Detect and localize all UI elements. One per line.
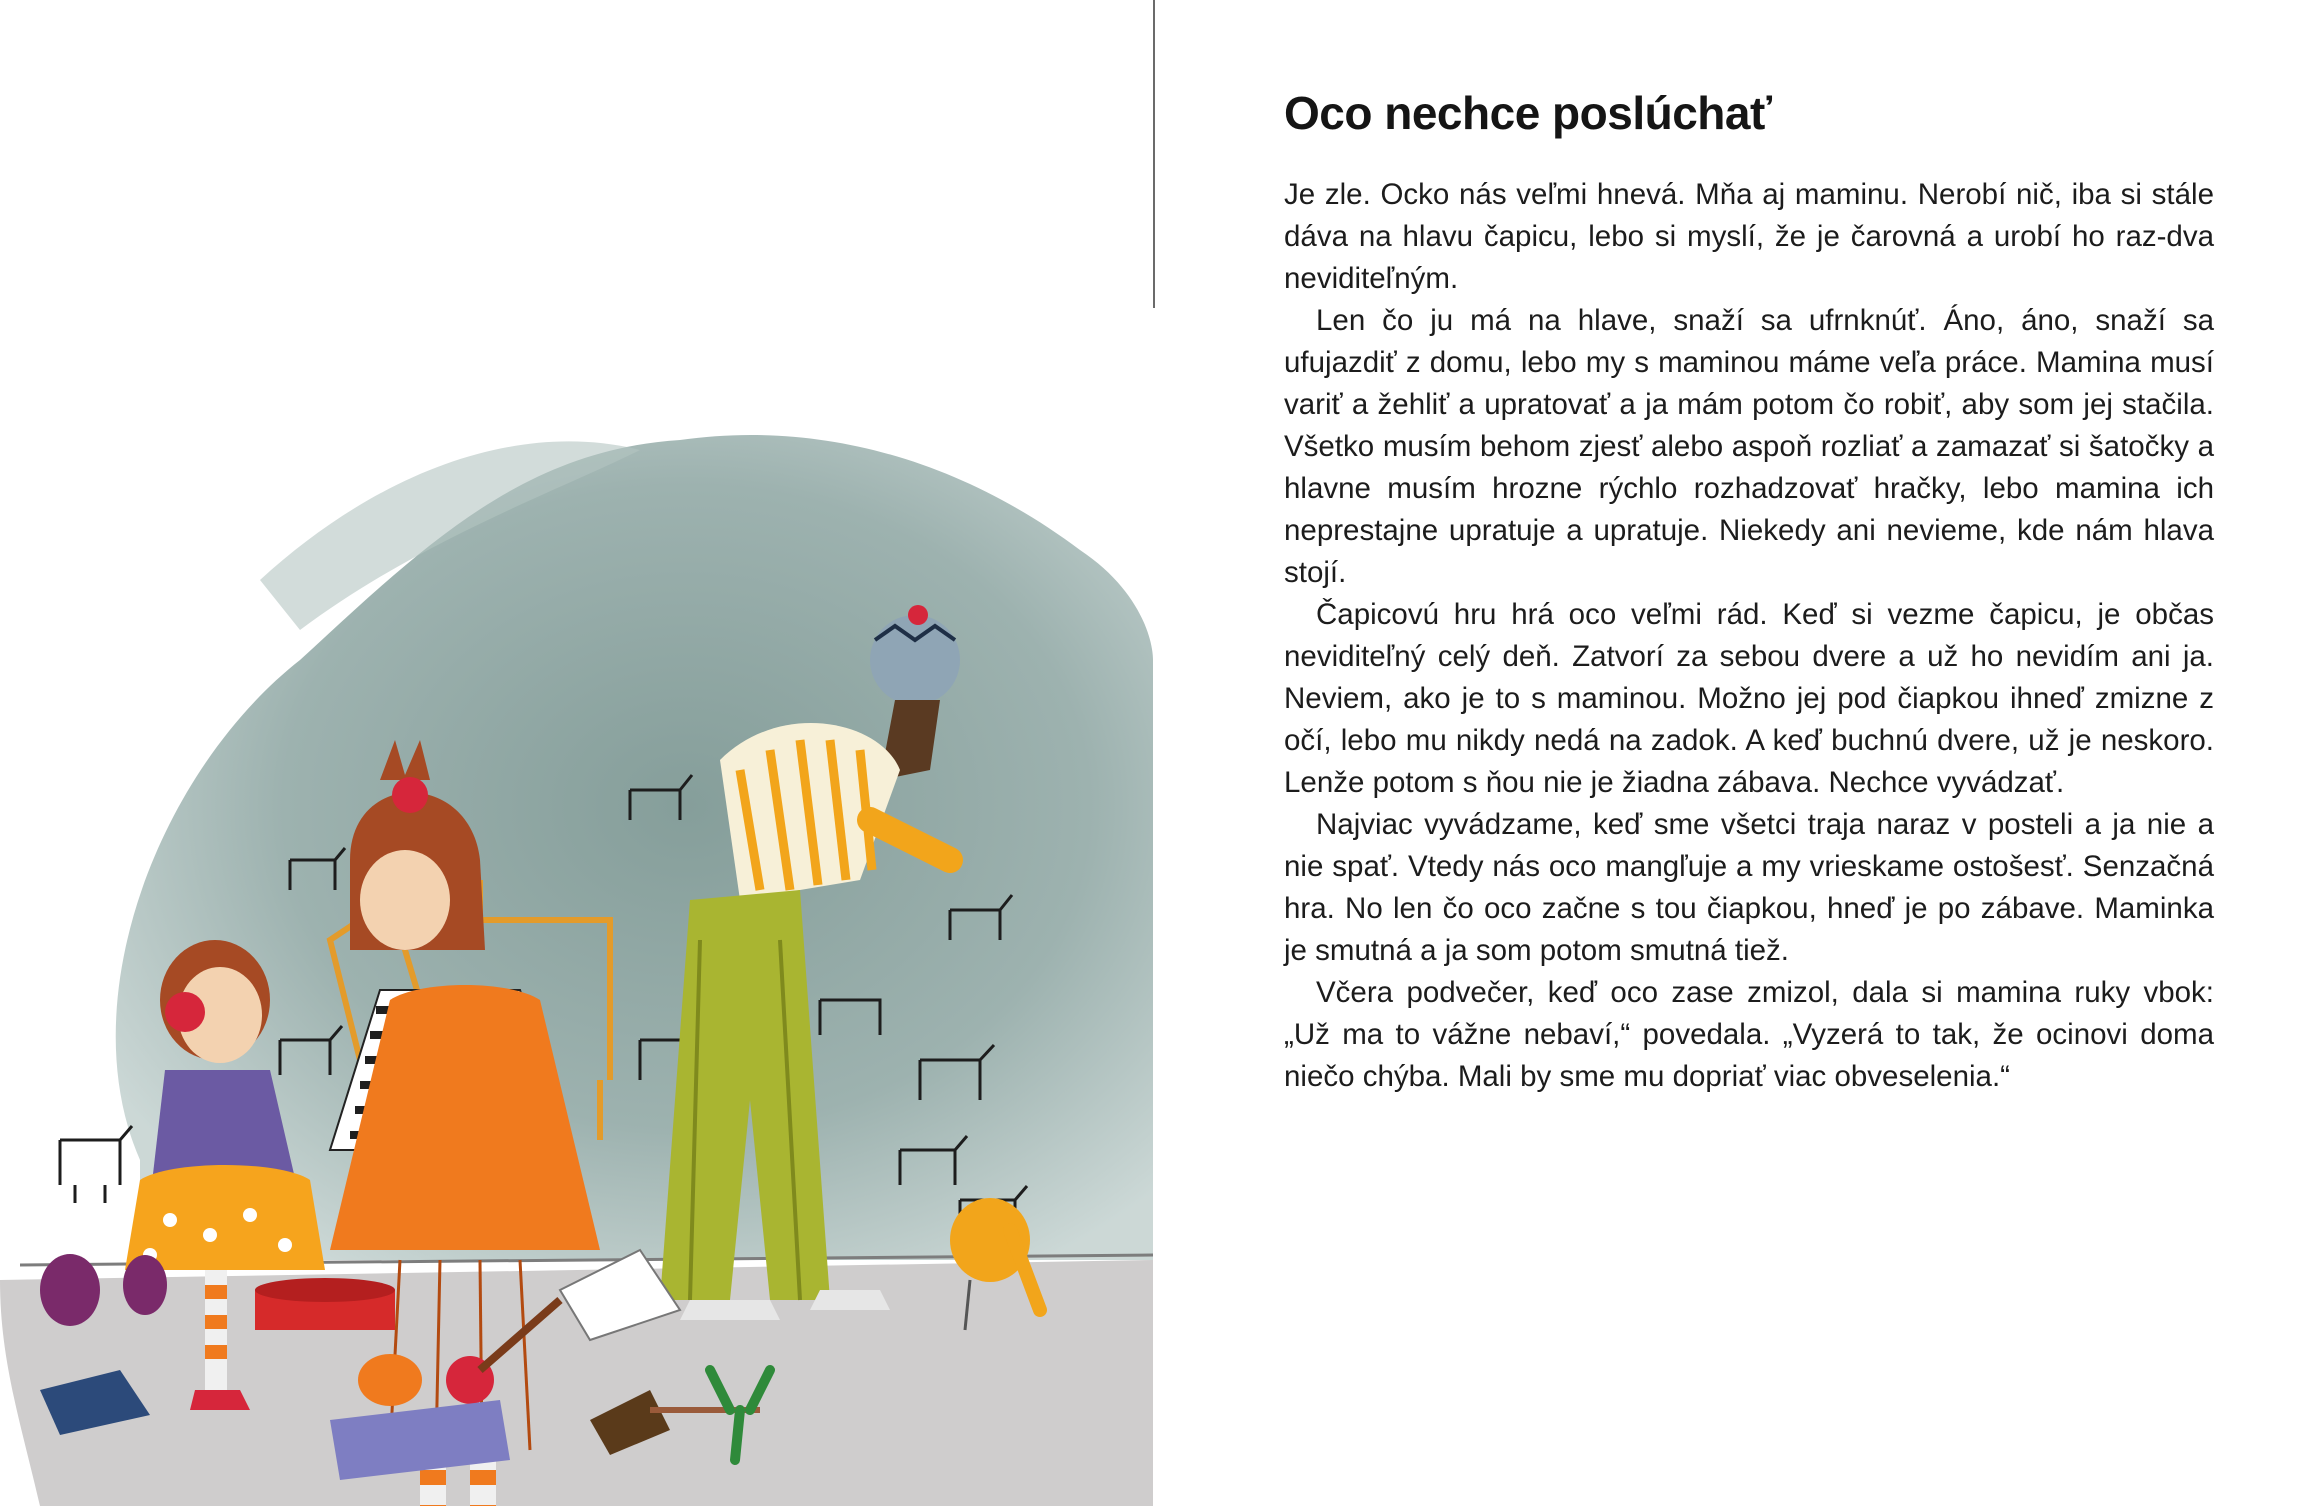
story-paragraph-5: Včera podvečer, keď oco zase zmizol, dala si mamina ruky vbok: „Už ma to vážne nebaví,“ povedala. „Vyzerá to tak, že ocinovi doma niečo chýba. Mali by sme mu dopriať viac obveselenia.“ — [1284, 976, 2214, 1093]
page-gutter-line — [1153, 0, 1155, 308]
story-paragraph-2: Len čo ju má na hlave, snaží sa ufrnknúť. Áno, áno, snaží sa ufujazdiť z domu, lebo my s maminou máme veľa práce. Mamina musí variť a žehliť a upratovať a ja mám potom čo robiť, aby som jej stačila. Všetko musím behom zjesť alebo aspoň rozliať a zamazať si šatočky a hlavne musím hrozne rýchlo rozhadzovať hračky, lebo mamina ich neprestajne upratuje a upratuje. Niekedy ani nevieme, kde nám hlava stojí. — [1284, 304, 2214, 589]
illustration-drawing — [0, 300, 1153, 1506]
story-page — [1284, 78, 2214, 1093]
story-illustration — [0, 300, 1153, 1506]
story-title: Oco nechce poslúchať — [1284, 87, 1772, 139]
story-paragraph-1: Je zle. Ocko nás veľmi hnevá. Mňa aj maminu. Nerobí nič, iba si stále dáva na hlavu čapicu, lebo si myslí, že je čarovná a urobí ho raz-dva neviditeľným. — [1284, 178, 2214, 295]
story-paragraph-3: Čapicovú hru hrá oco veľmi rád. Keď si vezme čapicu, je občas neviditeľný celý deň. Zatvorí za sebou dvere a už ho nevidím ani ja. Neviem, ako je to s maminou. Možno jej pod čiapkou ihneď zmizne z očí, lebo mu nikdy nedá na zadok. A keď buchnú dvere, už je neskoro. Lenže potom s ňou nie je žiadna zábava. Nechce vyvádzať. — [1284, 598, 2214, 799]
story-paragraph-4: Najviac vyvádzame, keď sme všetci traja naraz v posteli a ja nie a nie spať. Vtedy nás oco mangľuje a my vrieskame ostošesť. Senzačná hra. No len čo oco začne s tou čiapkou, hneď je po zábave. Maminka je smutná a ja som potom smutná tiež. — [1284, 808, 2214, 967]
story-body — [1284, 174, 2214, 1098]
